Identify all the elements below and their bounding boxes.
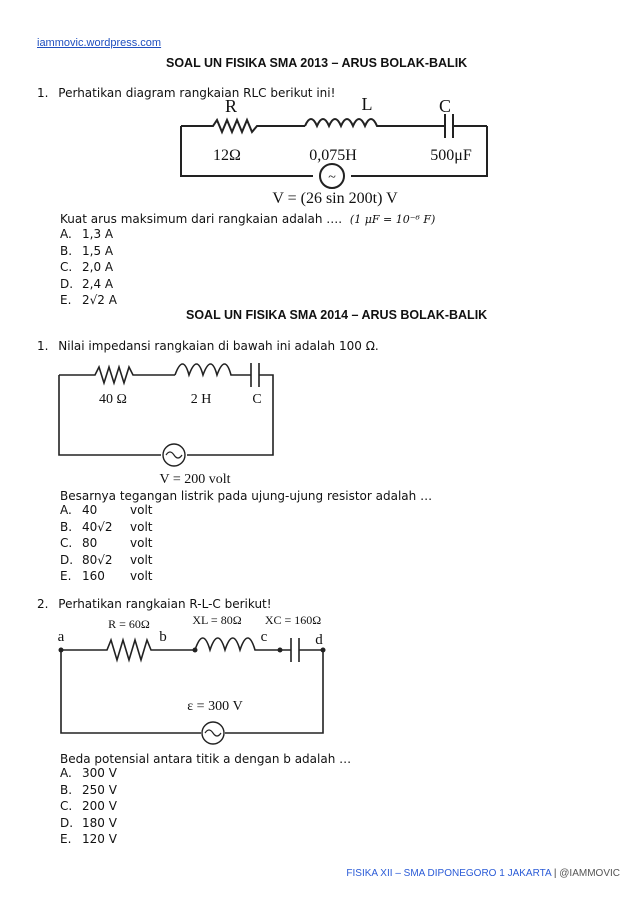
question-text-2014-q1: Besarnya tegangan listrik pada ujung-ujung resistor adalah … (60, 489, 433, 503)
circuit-wire (59, 363, 273, 455)
option-value: 120 V (82, 832, 117, 846)
option-letter: D. (60, 552, 74, 567)
circuit-diagram-2014-q2 (55, 608, 330, 748)
option-e[interactable] (60, 568, 152, 585)
question-number: 1. (37, 86, 49, 100)
option-letter: C. (60, 799, 73, 813)
option-b[interactable] (60, 782, 117, 799)
option-value: 2,0 A (82, 260, 114, 274)
footer-school: FISIKA XII – SMA DIPONEGORO 1 JAKARTA (346, 868, 552, 879)
question-prompt: Perhatikan rangkaian R-L-C berikut! (58, 597, 272, 611)
options-2013 (60, 226, 117, 309)
question-number: 2. (37, 597, 49, 611)
option-letter: D. (60, 815, 74, 830)
option-letter: D. (60, 276, 74, 291)
node-d-dot (321, 648, 326, 653)
option-unit: volt (130, 536, 153, 550)
option-unit: volt (130, 503, 153, 517)
option-value: 40√2 (82, 519, 113, 534)
options-2014-q2 (60, 765, 117, 848)
option-value: 300 V (82, 766, 117, 780)
option-value: 80√2 (82, 552, 113, 567)
option-letter: A. (60, 227, 72, 241)
voltage-label: V = (26 sin 200t) V (272, 190, 398, 207)
option-unit: volt (130, 569, 153, 583)
section-title-2014: SOAL UN FISIKA SMA 2014 – ARUS BOLAK-BALIK (186, 308, 488, 322)
node-b-dot (193, 648, 198, 653)
node-d-label: d (315, 632, 323, 648)
capacitor-symbol (433, 114, 487, 138)
option-letter: C. (60, 260, 73, 274)
option-a[interactable] (60, 502, 152, 519)
option-value: 160 (82, 569, 105, 583)
option-e[interactable] (60, 292, 117, 309)
option-letter: B. (60, 782, 73, 797)
capacitive-reactance-value: XC = 160Ω (264, 613, 322, 627)
option-letter: E. (60, 293, 72, 307)
option-letter: E. (60, 569, 72, 583)
option-unit: volt (130, 552, 153, 567)
option-d[interactable] (60, 815, 117, 832)
option-value: 80 (82, 536, 98, 550)
footer-author: @IAMMOVIC (559, 868, 620, 879)
option-letter: A. (60, 766, 72, 780)
ac-source-glyph: ~ (328, 170, 336, 185)
node-c-dot (278, 648, 283, 653)
option-a[interactable] (60, 226, 117, 243)
resistor-symbol (59, 367, 175, 383)
option-c[interactable] (60, 798, 117, 815)
emf-label: ε = 300 V (187, 699, 243, 714)
resistor-symbol (61, 640, 195, 660)
capacitor-value: 500μF (430, 147, 472, 164)
option-letter: A. (60, 503, 72, 517)
question-prompt: Nilai impedansi rangkaian di bawah ini adalah 100 Ω. (58, 339, 379, 353)
option-e[interactable] (60, 831, 117, 848)
options-2014-q1 (60, 502, 152, 585)
question-number: 1. (37, 339, 49, 353)
node-b-label: b (159, 629, 167, 645)
option-b[interactable] (60, 519, 152, 536)
option-unit: volt (130, 519, 153, 534)
inductor-value: 0,075H (309, 147, 357, 164)
option-value: 200 V (82, 799, 117, 813)
option-value: 40 (82, 503, 98, 517)
question-text: Kuat arus maksimum dari rangkaian adalah …. (60, 212, 343, 226)
question-1-2014 (37, 339, 379, 353)
option-value: 1,3 A (82, 227, 114, 241)
resistor-value: 40 Ω (99, 392, 127, 407)
footer-separator: | (553, 868, 557, 879)
node-a-label: a (57, 629, 65, 645)
site-link[interactable]: iammovic.wordpress.com (37, 37, 162, 49)
option-c[interactable] (60, 535, 152, 552)
inductor-value: 2 H (190, 392, 212, 407)
circuit-diagram-2014-q1 (55, 355, 280, 490)
option-letter: C. (60, 536, 73, 550)
capacitor-label: C (252, 392, 262, 407)
question-text-2013 (60, 212, 435, 226)
option-value: 2√2 A (82, 293, 117, 307)
inductor-symbol (175, 364, 245, 375)
capacitor-label: C (438, 96, 452, 116)
question-text-2014-q2: Beda potensial antara titik a dengan b adalah … (60, 752, 352, 766)
option-b[interactable] (60, 243, 117, 260)
option-value: 250 V (82, 782, 117, 797)
voltage-label: V = 200 volt (159, 472, 231, 487)
inductor-label: L (361, 96, 373, 114)
option-letter: B. (60, 243, 73, 258)
option-d[interactable] (60, 552, 152, 569)
option-letter: E. (60, 832, 72, 846)
inductor-symbol (305, 119, 433, 126)
resistor-value: R = 60Ω (108, 617, 150, 631)
circuit-wire (61, 638, 323, 733)
resistor-label: R (224, 96, 238, 116)
question-prompt: Perhatikan diagram rangkaian RLC berikut ini! (58, 86, 336, 100)
node-a-dot (59, 648, 64, 653)
resistor-symbol (181, 120, 305, 132)
option-value: 180 V (82, 815, 117, 830)
page-footer (346, 868, 620, 879)
node-c-label: c (260, 629, 268, 645)
inductive-reactance-value: XL = 80Ω (192, 613, 242, 627)
option-d[interactable] (60, 276, 117, 293)
option-value: 1,5 A (82, 243, 114, 258)
option-c[interactable] (60, 259, 117, 276)
resistor-value: 12Ω (213, 147, 241, 164)
circuit-diagram-2013 (175, 96, 495, 208)
unit-note: (1 μF = 10⁻⁶ F) (349, 213, 436, 226)
option-value: 2,4 A (82, 276, 114, 291)
option-a[interactable] (60, 765, 117, 782)
section-title-2013: SOAL UN FISIKA SMA 2013 – ARUS BOLAK-BALIK (166, 56, 468, 70)
option-letter: B. (60, 519, 73, 534)
